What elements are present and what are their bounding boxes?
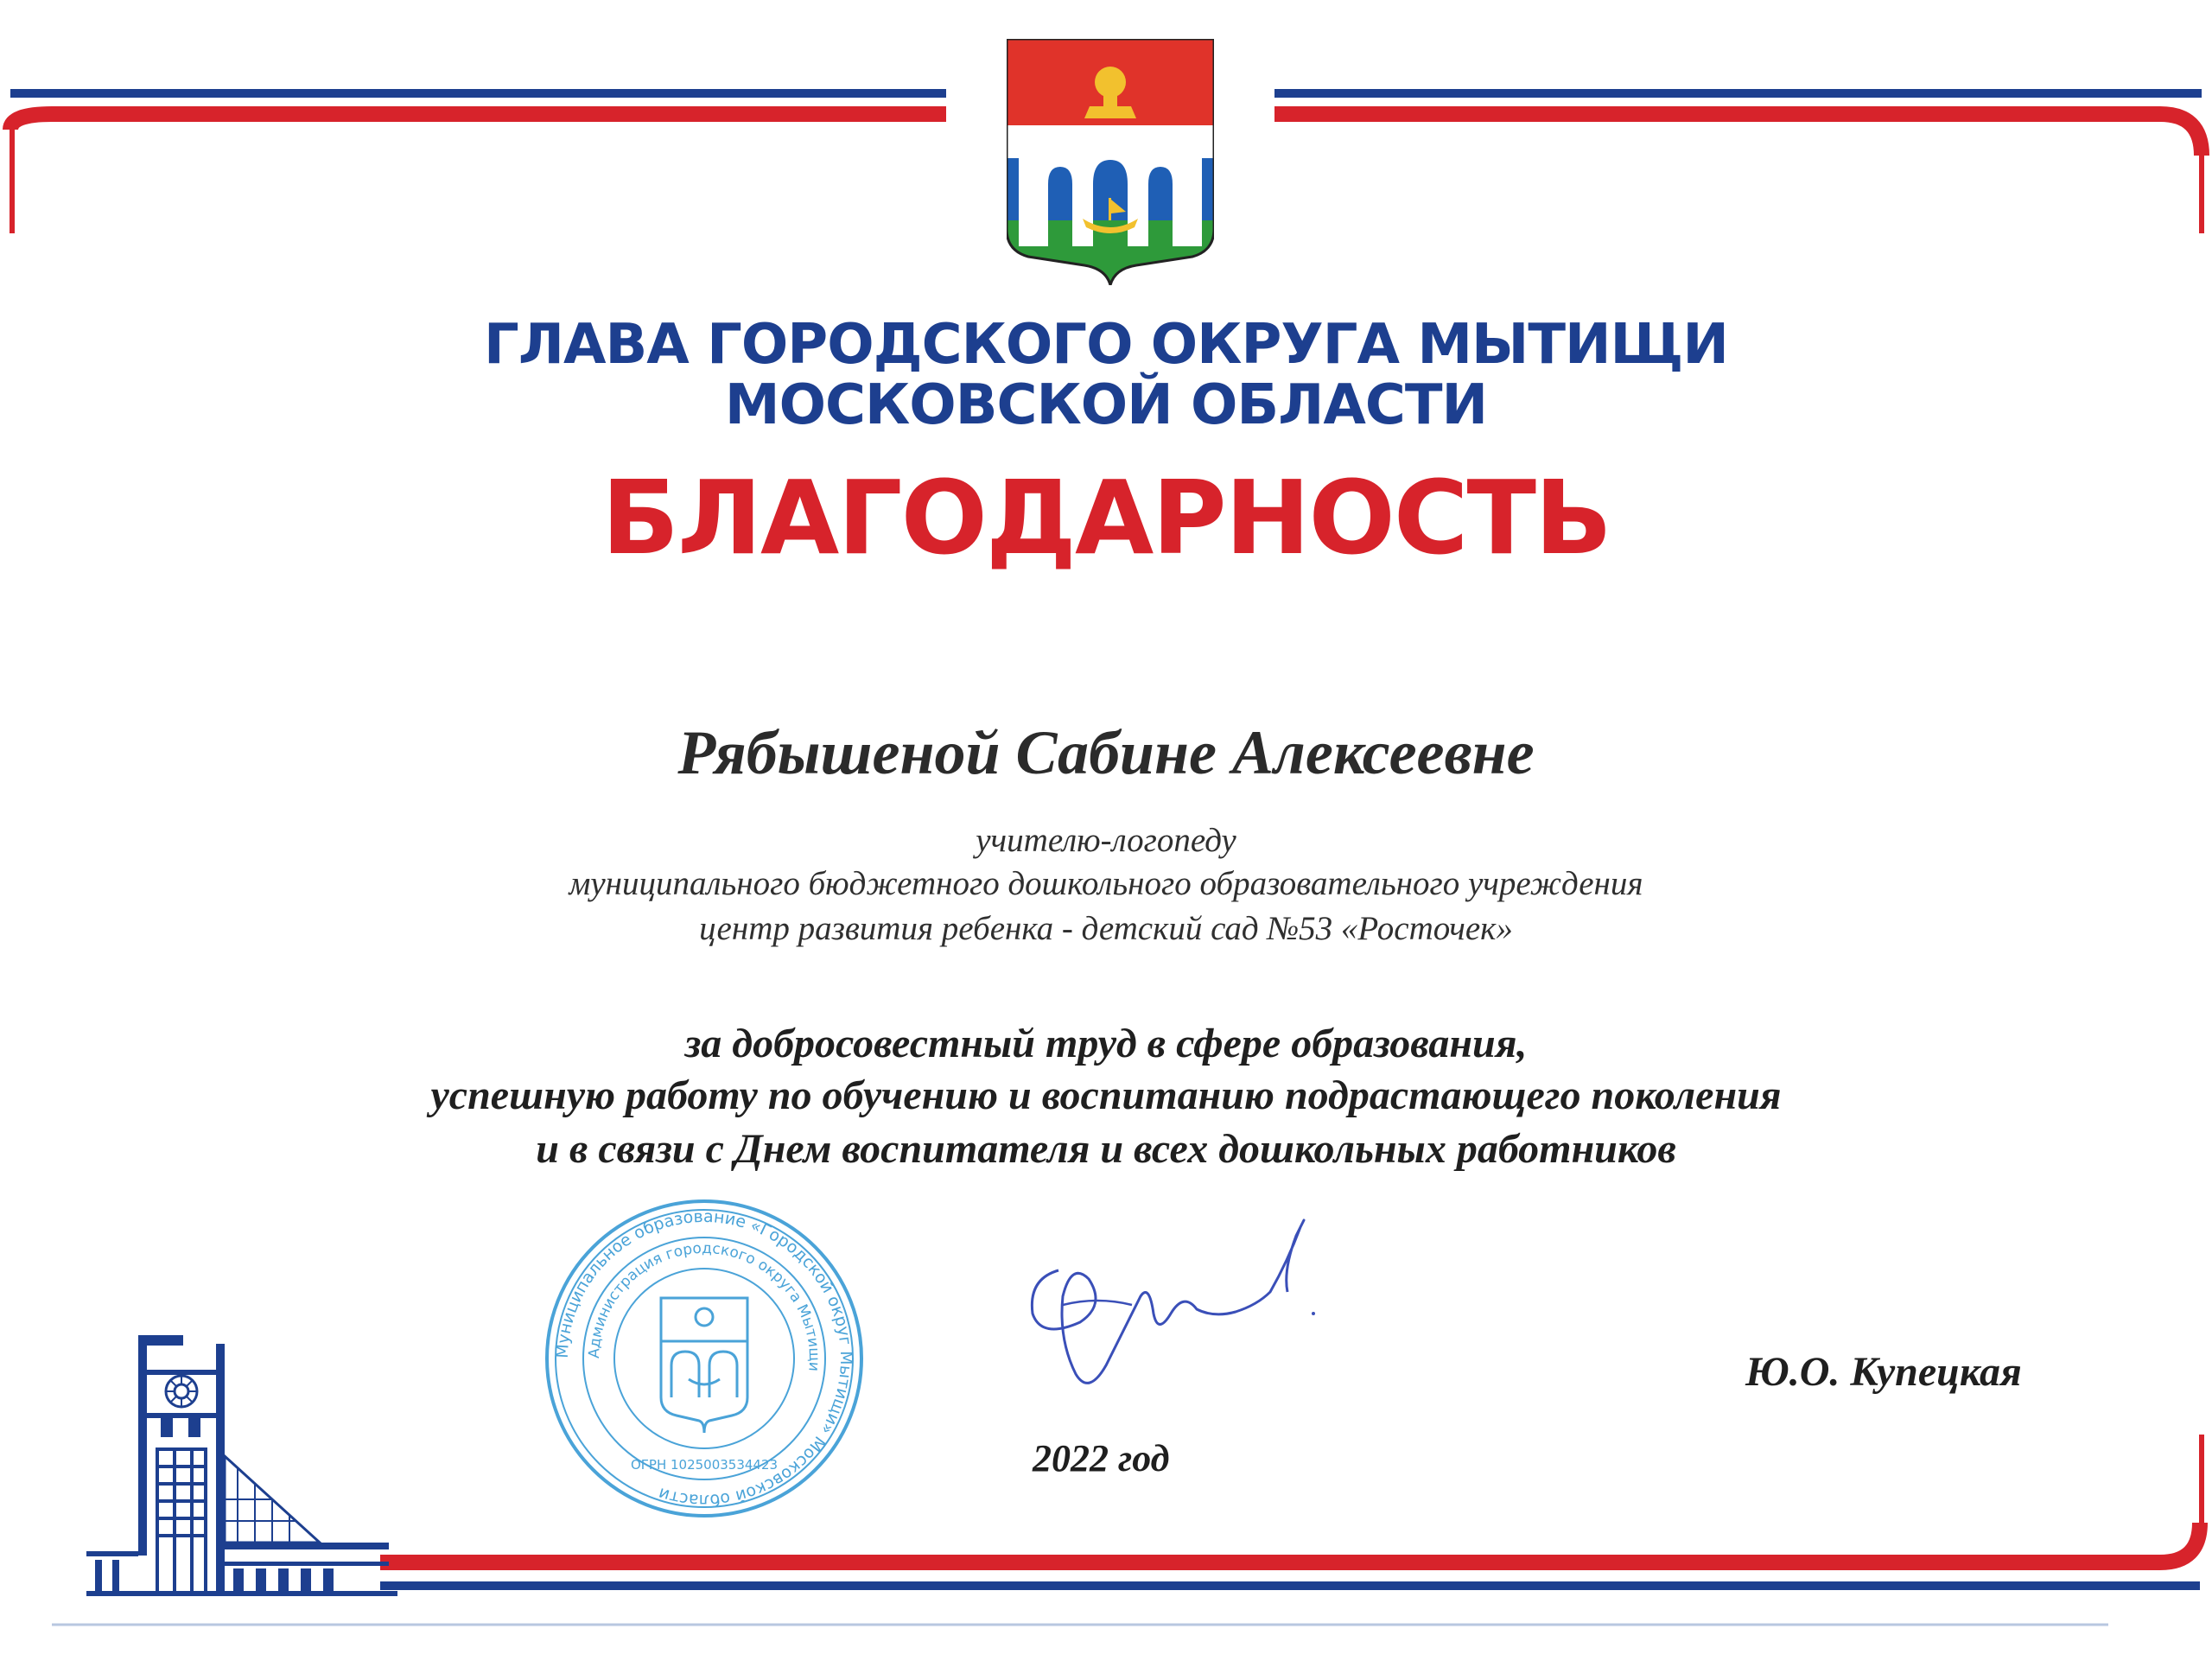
handwritten-signature-icon (1011, 1210, 1339, 1400)
issue-year: 2022 год (1033, 1437, 1170, 1479)
award-reason-line-3: и в связи с Днем воспитателя и всех дошкольных работников (536, 1126, 1676, 1172)
official-stamp (540, 1194, 868, 1523)
document-title: БЛАГОДАРНОСТЬ (601, 458, 1611, 577)
issuer-heading-line-1: ГЛАВА ГОРОДСКОГО ОКРУГА МЫТИЩИ (484, 313, 1728, 377)
recipient-position-line-1: учителю-логопеду (976, 822, 1236, 859)
recipient-position-line-2: муниципального бюджетного дошкольного образовательного учреждения (569, 865, 1643, 902)
stamp-coat-of-arms-icon (661, 1298, 747, 1433)
stamp-inner-text: Администрация городского округа Мытищи (585, 1239, 823, 1372)
issuer-heading-line-2: МОСКОВСКОЙ ОБЛАСТИ (724, 373, 1488, 437)
stamp-ogrn: ОГРН 1025003534423 (630, 1457, 779, 1473)
signer-name: Ю.О. Купецкая (1745, 1349, 2022, 1395)
city-building-icon (86, 1335, 397, 1603)
stamp-outer-text: Муниципальное образование «Городской округ Мытищи» Московской области (552, 1206, 856, 1511)
recipient-name: Рябышеной Сабине Алексеевне (677, 718, 1535, 787)
award-reason-line-2: успешную работу по обучению и воспитанию подрастающего поколения (430, 1072, 1782, 1118)
coat-of-arms-icon (1007, 39, 1214, 285)
award-reason-line-1: за добросовестный труд в сфере образования, (684, 1021, 1528, 1066)
svg-text:Администрация городского округ (586, 1240, 823, 1372)
recipient-position-line-3: центр развития ребенка - детский сад №53 «Росточек» (699, 910, 1513, 947)
